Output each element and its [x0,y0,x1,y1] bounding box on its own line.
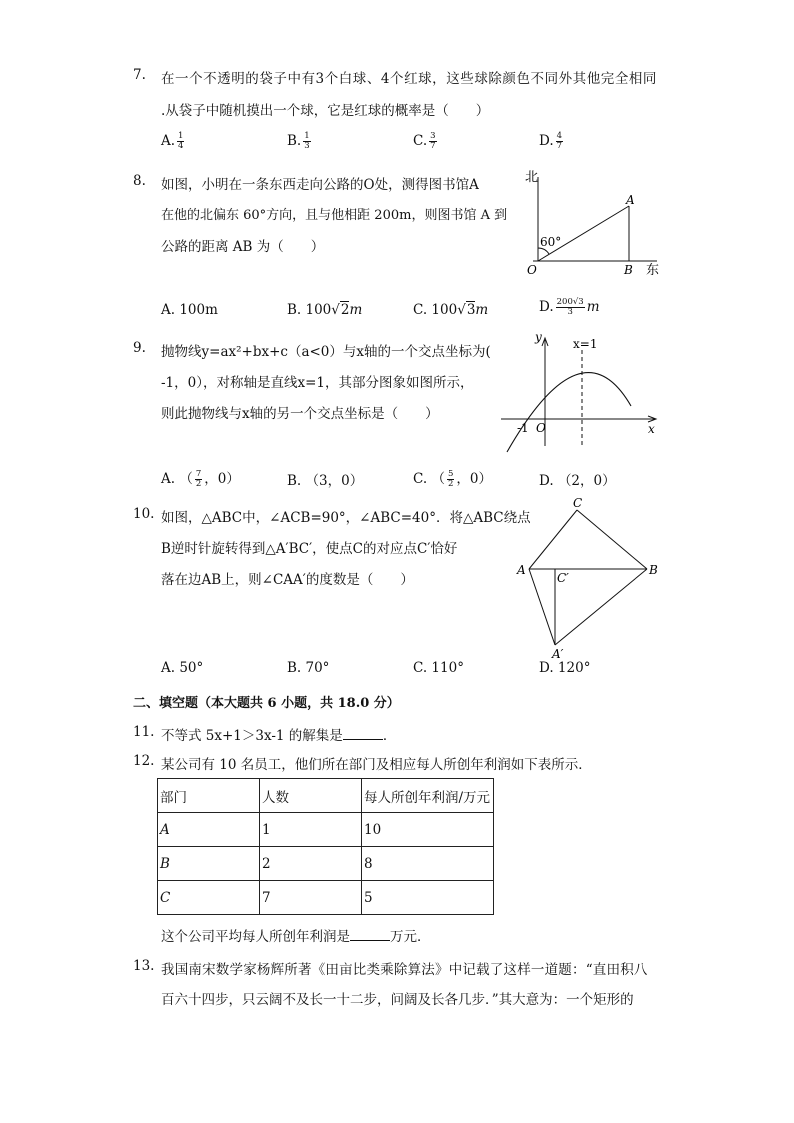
q9-label-x: x [648,422,655,436]
q9-label-minus1: -1 [517,421,529,435]
table-cell: A [158,813,260,847]
q11-text: 不等式 5x+1＞3x-1 的解集是 ． [161,728,397,744]
q10-option-a: A. 50° [161,660,204,676]
q7-option-d: D. $\frac{4}{7}$ [539,131,563,151]
q9-line1: 抛物线y=ax²+bx+c（a<0）与x轴的一个交点坐标为( [161,344,491,360]
q7-option-c: C. $\frac{3}{7}$ [413,131,436,151]
q8-option-c: C. 100√3m [413,302,489,318]
q9-label-axis: x=1 [573,337,598,351]
q9-line2: -1，0），对称轴是直线x=1，其部分图象如图所示， [161,375,474,391]
q8-line1: 如图，小明在一条东西走向公路的O处，测得图书馆A [161,177,479,193]
q13-line2: 百六十四步，只云阔不及长一十二步，问阔及长各几步．”其大意为：一个矩形的 [161,992,634,1008]
q8-figure [515,163,665,278]
table-row [158,847,494,881]
q7-line1: 在一个不透明的袋子中有3个白球、4个红球，这些球除颜色不同外其他完全相同 [161,71,657,87]
q10-option-d: D. 120° [539,660,591,676]
table-row [158,813,494,847]
q8-line3: 公路的距离 AB 为（ ） [161,239,325,255]
table-cell: 1 [260,813,362,847]
q12-table [157,778,494,915]
q9-label-y: y [535,330,542,344]
q9-label-o: O [536,421,546,435]
q10-label-cprime: C′ [557,571,569,585]
table-header-cell: 部门 [158,779,260,813]
table-cell: C [158,881,260,915]
q10-label-b: B [649,563,658,577]
q8-line2: 在他的北偏东 60°方向，且与他相距 200m，则图书馆 A 到 [161,208,508,223]
q7-number: 7. [133,67,146,83]
q9-option-c: C. （ $\frac{5}{2}$ ，0） [413,469,492,489]
table-header-row [158,779,494,813]
q8-label-angle: 60° [540,235,562,249]
table-cell: 7 [260,881,362,915]
table-header-cell: 人数 [260,779,362,813]
q8-label-b: B [624,263,633,277]
q10-label-a: A [517,563,526,577]
q10-label-c: C [573,496,583,510]
q9-option-d: D. （2，0） [539,473,616,489]
q10-option-b: B. 70° [287,660,330,676]
q8-label-east: 东 [646,263,660,278]
q10-number: 10. [133,506,155,522]
q12-after-text: 这个公司平均每人所创年利润是 万元． [161,929,431,945]
q12-text: 某公司有 10 名员工，他们所在部门及相应每人所创年利润如下表所示． [161,757,592,773]
q12-blank[interactable] [350,929,390,941]
q8-option-d: D. $\frac{200√3}{3}$ m [539,297,600,317]
q9-line3: 则此抛物线与x轴的另一个交点坐标是（ ） [161,406,439,422]
q10-label-aprime: A′ [552,647,564,660]
q8-number: 8. [133,173,146,189]
q8-option-b: B. 100√2m [287,302,363,318]
table-cell: 2 [260,847,362,881]
q10-line3: 落在边AB上，则∠CAA′的度数是（ ） [161,572,414,588]
table-cell: 5 [362,881,494,915]
q11-blank[interactable] [343,728,383,740]
q12-number: 12. [133,753,155,769]
q8-label-o: O [527,263,537,277]
q8-label-north: 北 [525,170,539,185]
q7-option-b: B. $\frac{1}{3}$ [287,131,310,151]
q8-label-a: A [626,193,635,207]
q10-option-c: C. 110° [413,660,464,676]
q9-figure [497,328,662,453]
q8-option-a: A. 100m [161,302,218,318]
q10-figure [512,495,662,660]
table-header-cell: 每人所创年利润/万元 [362,779,494,813]
q9-option-b: B. （3，0） [287,473,364,489]
q10-line2: B逆时针旋转得到△A′BC′，使点C的对应点C′恰好 [161,541,458,557]
q9-number: 9. [133,340,146,356]
q13-line1: 我国南宋数学家杨辉所著《田亩比类乘除算法》中记载了这样一道题：“直田积八 [161,962,648,978]
q11-number: 11. [133,724,155,740]
table-cell: B [158,847,260,881]
q7-line2: .从袋子中随机摸出一个球，它是红球的概率是（ ） [161,103,490,119]
q7-option-a: A. $\frac{1}{4}$ [161,131,184,151]
q13-number: 13. [133,958,155,974]
section-heading-fill-in: 二、填空题（本大题共 6 小题，共 18.0 分） [133,696,400,711]
table-row [158,881,494,915]
q9-option-a: A. （ $\frac{7}{2}$ ，0） [161,469,240,489]
q10-line1: 如图，△ABC中，∠ACB=90°，∠ABC=40°．将△ABC绕点 [161,510,531,526]
table-cell: 8 [362,847,494,881]
table-cell: 10 [362,813,494,847]
